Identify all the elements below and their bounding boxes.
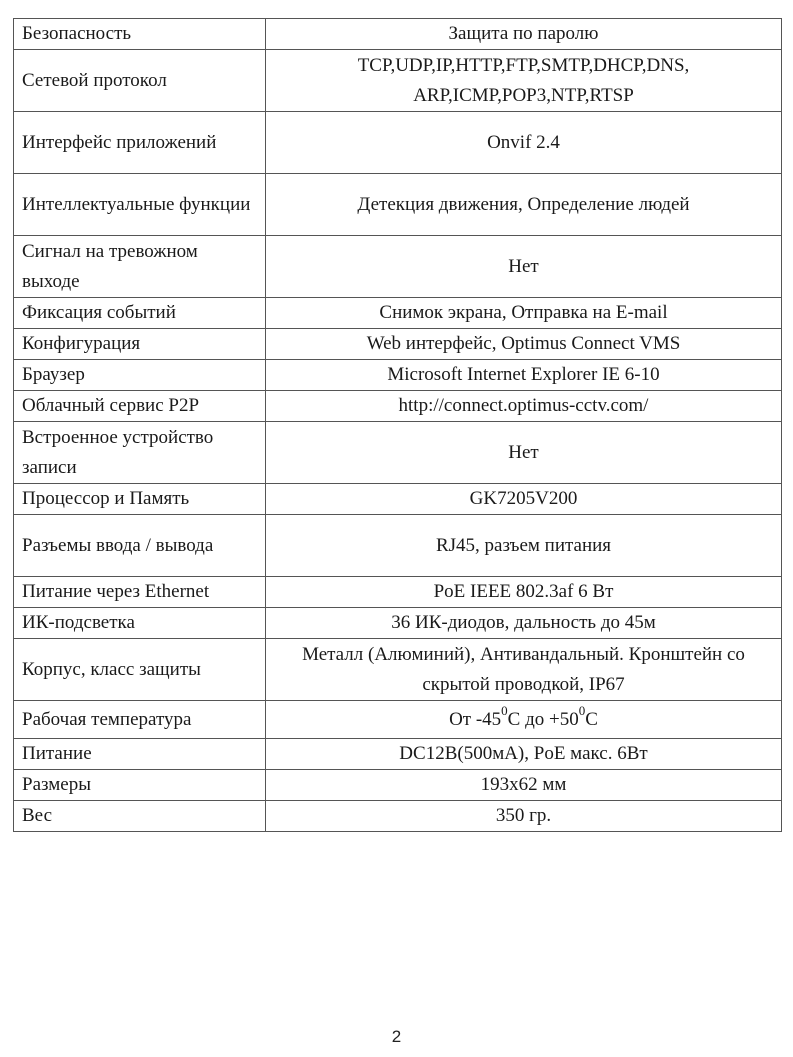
spec-label: Интерфейс приложений: [14, 112, 266, 174]
spec-row-event-capture: [14, 298, 782, 329]
spec-value: Металл (Алюминий), Антивандальный. Кронштейн со скрытой проводкой, IP67: [266, 639, 782, 701]
spec-label: Питание через Ethernet: [14, 577, 266, 608]
spec-label: Фиксация событий: [14, 298, 266, 329]
spec-row-browser: [14, 360, 782, 391]
spec-value: 193х62 мм: [266, 770, 782, 801]
spec-label: Конфигурация: [14, 329, 266, 360]
spec-label: Безопасность: [14, 19, 266, 50]
temp-text-min: От -45: [449, 708, 502, 730]
spec-value: GK7205V200: [266, 484, 782, 515]
spec-label: Питание: [14, 739, 266, 770]
spec-row-operating-temperature: [14, 701, 782, 739]
specifications-table: [13, 18, 782, 832]
spec-value: Нет: [266, 236, 782, 298]
spec-value: Web интерфейс, Optimus Connect VMS: [266, 329, 782, 360]
page-number: 2: [391, 1027, 402, 1046]
spec-value: Снимок экрана, Отправка на E-mail: [266, 298, 782, 329]
spec-value: Защита по паролю: [266, 19, 782, 50]
spec-label: Корпус, класс защиты: [14, 639, 266, 701]
spec-row-application-interface: [14, 112, 782, 174]
spec-label: Сетевой протокол: [14, 50, 266, 112]
spec-value-temperature: [266, 701, 782, 739]
spec-row-cloud-p2p: [14, 391, 782, 422]
spec-row-poe: [14, 577, 782, 608]
spec-label: Рабочая температура: [14, 701, 266, 739]
spec-row-configuration: [14, 329, 782, 360]
spec-row-intelligent-functions: [14, 174, 782, 236]
spec-value: 36 ИК-диодов, дальность до 45м: [266, 608, 782, 639]
spec-row-alarm-output: [14, 236, 782, 298]
spec-row-builtin-recorder: [14, 422, 782, 484]
spec-value: http://connect.optimus-cctv.com/: [266, 391, 782, 422]
spec-label: Разъемы ввода / вывода: [14, 515, 266, 577]
spec-label: ИК-подсветка: [14, 608, 266, 639]
spec-row-dimensions: [14, 770, 782, 801]
spec-label: Облачный сервис P2P: [14, 391, 266, 422]
spec-row-network-protocol: [14, 50, 782, 112]
spec-value: DC12В(500мА), PoE макс. 6Вт: [266, 739, 782, 770]
spec-row-power: [14, 739, 782, 770]
spec-value: Нет: [266, 422, 782, 484]
spec-row-weight: [14, 801, 782, 832]
spec-row-housing: [14, 639, 782, 701]
spec-label: Встроенное устройство записи: [14, 422, 266, 484]
spec-label: Интеллектуальные функции: [14, 174, 266, 236]
spec-label: Размеры: [14, 770, 266, 801]
spec-row-ir-illumination: [14, 608, 782, 639]
spec-value: Onvif 2.4: [266, 112, 782, 174]
spec-value: Детекция движения, Определение людей: [266, 174, 782, 236]
degree-superscript: 0: [578, 703, 586, 719]
spec-value: PoE IEEE 802.3af 6 Вт: [266, 577, 782, 608]
degree-superscript: 0: [501, 703, 508, 719]
spec-row-processor-memory: [14, 484, 782, 515]
spec-label: Вес: [14, 801, 266, 832]
spec-row-security: [14, 19, 782, 50]
spec-value: Microsoft Internet Explorer IE 6-10: [266, 360, 782, 391]
spec-value: 350 гр.: [266, 801, 782, 832]
temp-text-unit: С: [585, 708, 598, 730]
spec-value: RJ45, разъем питания: [266, 515, 782, 577]
spec-row-io-connectors: [14, 515, 782, 577]
spec-value: TCP,UDP,IP,HTTP,FTP,SMTP,DHCP,DNS, ARP,ICMP,POP3,NTP,RTSP: [266, 50, 782, 112]
spec-label: Сигнал на тревожном выходе: [14, 236, 266, 298]
spec-label: Процессор и Память: [14, 484, 266, 515]
spec-label: Браузер: [14, 360, 266, 391]
temp-text-max: С до +50: [507, 708, 579, 730]
